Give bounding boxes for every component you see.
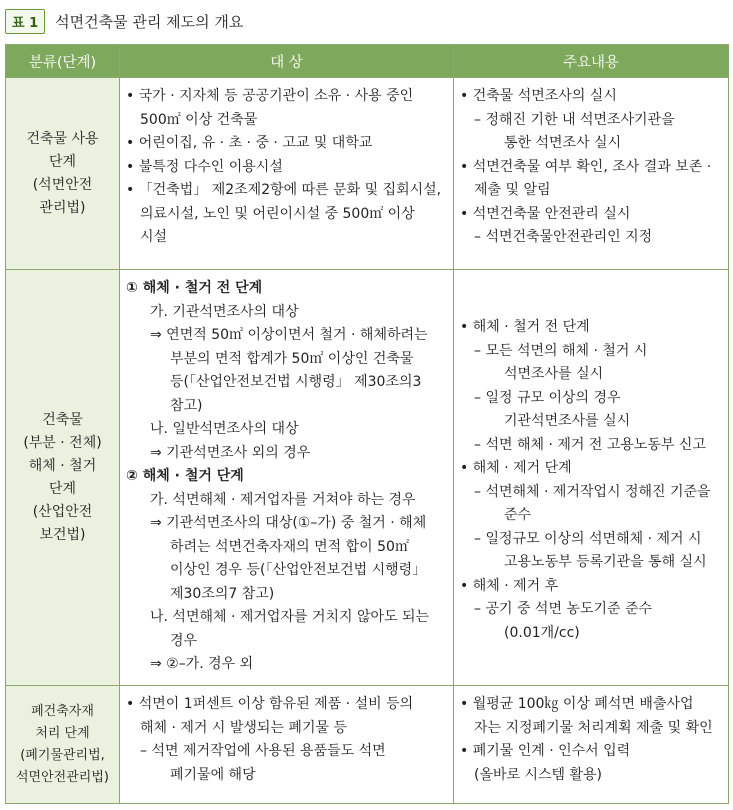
category-line: 건축물 사용 [26, 130, 99, 147]
content-line: 석면조사를 실시 [504, 366, 604, 382]
category-line: (부분 · 전체) [23, 434, 102, 451]
content-cell [454, 686, 729, 804]
content-line: • 폐기물 인계 · 인수서 입력 [460, 743, 631, 759]
content-line: 기관석면조사를 실시 [504, 413, 631, 429]
target-line: 하려는 석면건축자재의 면적 합이 50㎡ [170, 538, 409, 555]
table-title: 석면건축물 관리 제도의 개요 [55, 12, 244, 31]
header-row [6, 45, 729, 78]
content-line: • 해체 · 제거 단계 [460, 460, 572, 476]
target-line: 제30조의7 참고) [170, 585, 275, 602]
header-category: 분류(단계) [6, 45, 120, 78]
target-line: • 어린이집, 유 · 초 · 중 · 고교 및 대학교 [126, 135, 373, 151]
content-line: • 해체 · 철거 전 단계 [460, 319, 590, 335]
target-line: 해체 · 제거 시 발생되는 폐기물 등 [140, 719, 347, 736]
header-content: 주요내용 [454, 45, 729, 78]
content-line: – 정해진 기한 내 석면조사기관을 [474, 111, 675, 128]
content-line: – 석면해체 · 제거작업시 정해진 기준을 [474, 483, 711, 500]
category-line: 단계 [48, 480, 77, 497]
content-line: 자는 지정폐기물 처리계획 제출 및 확인 [474, 719, 713, 736]
category-line: 석면안전관리법) [16, 769, 109, 785]
target-line: 나. 석면해체 · 제거업자를 거치지 않아도 되는 [150, 609, 430, 625]
target-line: 가. 석면해체 · 제거업자를 거쳐야 하는 경우 [150, 491, 416, 508]
target-line: 나. 일반석면조사의 대상 [150, 421, 299, 437]
target-line: ⇒ 기관석면조사의 대상(①–가) 중 철거 · 해체 [150, 515, 427, 531]
table-caption [5, 7, 243, 35]
category-line: 단계 [48, 153, 77, 170]
content-cell [454, 78, 729, 270]
content-line: 통한 석면조사 실시 [504, 135, 622, 151]
category-line: (폐기물관리법, [20, 747, 105, 763]
content-cell [454, 270, 729, 686]
content-line: • 건축물 석면조사의 실시 [460, 88, 617, 104]
target-line: ⇒ 기관석면조사 외의 경우 [150, 444, 311, 461]
target-line: • 석면이 1퍼센트 이상 함유된 제품 · 설비 등의 [126, 696, 414, 712]
category-cell [6, 78, 120, 270]
target-line: – 석면 제거작업에 사용된 용품들도 석면 [140, 743, 386, 759]
target-line: 이상인 경우 등(「산업안전보건법 시행령」 [170, 562, 427, 578]
asbestos-management-table [5, 44, 729, 804]
target-line: • 국가 · 지자체 등 공공기관이 소유 · 사용 중인 [126, 88, 414, 104]
target-line: 500㎡ 이상 건축물 [140, 111, 258, 128]
table-row [6, 270, 729, 686]
target-line: 가. 기관석면조사의 대상 [150, 303, 299, 320]
target-line: ② 해체 · 철거 단계 [126, 468, 244, 484]
target-line: 부분의 면적 합계가 50㎡ 이상인 건축물 [170, 350, 414, 367]
target-cell [120, 686, 454, 804]
table-number-badge: 표 1 [5, 9, 45, 34]
target-line: ⇒ 연면적 50㎡ 이상이면서 철거 · 해체하려는 [150, 327, 428, 343]
content-line: – 공기 중 석면 농도기준 준수 [474, 601, 653, 617]
category-line: (석면안전 [32, 176, 93, 193]
content-line: – 석면 해체 · 제거 전 고용노동부 신고 [474, 436, 706, 453]
content-line: – 석면건축물안전관리인 지정 [474, 229, 653, 245]
target-line: 폐기물에 해당 [170, 766, 256, 783]
category-line: 폐건축자재 [31, 703, 94, 719]
table-row [6, 78, 729, 270]
category-line: 보건법) [39, 526, 86, 543]
target-cell [120, 78, 454, 270]
category-line: 해체 · 철거 [28, 457, 97, 474]
target-line: 경우 [170, 632, 198, 649]
content-line: • 석면건축물 여부 확인, 조사 결과 보존 · [460, 158, 712, 175]
content-line: – 일정 규모 이상의 경우 [474, 389, 621, 406]
target-line: ⇒ ②–가. 경우 외 [150, 656, 254, 672]
target-line: ① 해체 · 철거 전 단계 [126, 280, 263, 296]
header-target: 대 상 [120, 45, 454, 78]
content-line: (올바로 시스템 활용) [474, 766, 603, 783]
category-line: 관리법) [39, 199, 86, 216]
content-line: – 모든 석면의 해체 · 철거 시 [474, 342, 648, 359]
content-line: • 석면건축물 안전관리 실시 [460, 205, 631, 222]
content-line: • 월평균 100㎏ 이상 폐석면 배출사업 [460, 696, 694, 712]
category-line: 처리 단계 [35, 725, 90, 741]
target-line: 시설 [140, 229, 168, 245]
content-line: • 해체 · 제거 후 [460, 577, 559, 594]
target-line: 참고) [170, 397, 203, 414]
content-line: 제출 및 알림 [474, 182, 551, 198]
category-line: (산업안전 [32, 503, 93, 520]
target-line: • 불특정 다수인 이용시설 [126, 158, 283, 175]
content-line: 고용노동부 등록기관을 통해 실시 [504, 554, 707, 570]
target-cell [120, 270, 454, 686]
content-line: (0.01개/cc) [504, 624, 580, 641]
target-line: • 「건축법」 제2조제2항에 따른 문화 및 집회시설, [126, 182, 442, 198]
category-cell [6, 270, 120, 686]
category-cell [6, 686, 120, 804]
category-line: 건축물 [42, 411, 83, 428]
target-line: 의료시설, 노인 및 어린이시설 중 500㎡ 이상 [140, 205, 415, 222]
target-line: 등(「산업안전보건법 시행령」 제30조의3 [170, 374, 422, 390]
table-row [6, 686, 729, 804]
content-line: – 일정규모 이상의 석면해체 · 제거 시 [474, 530, 702, 547]
content-line: 준수 [504, 507, 532, 523]
